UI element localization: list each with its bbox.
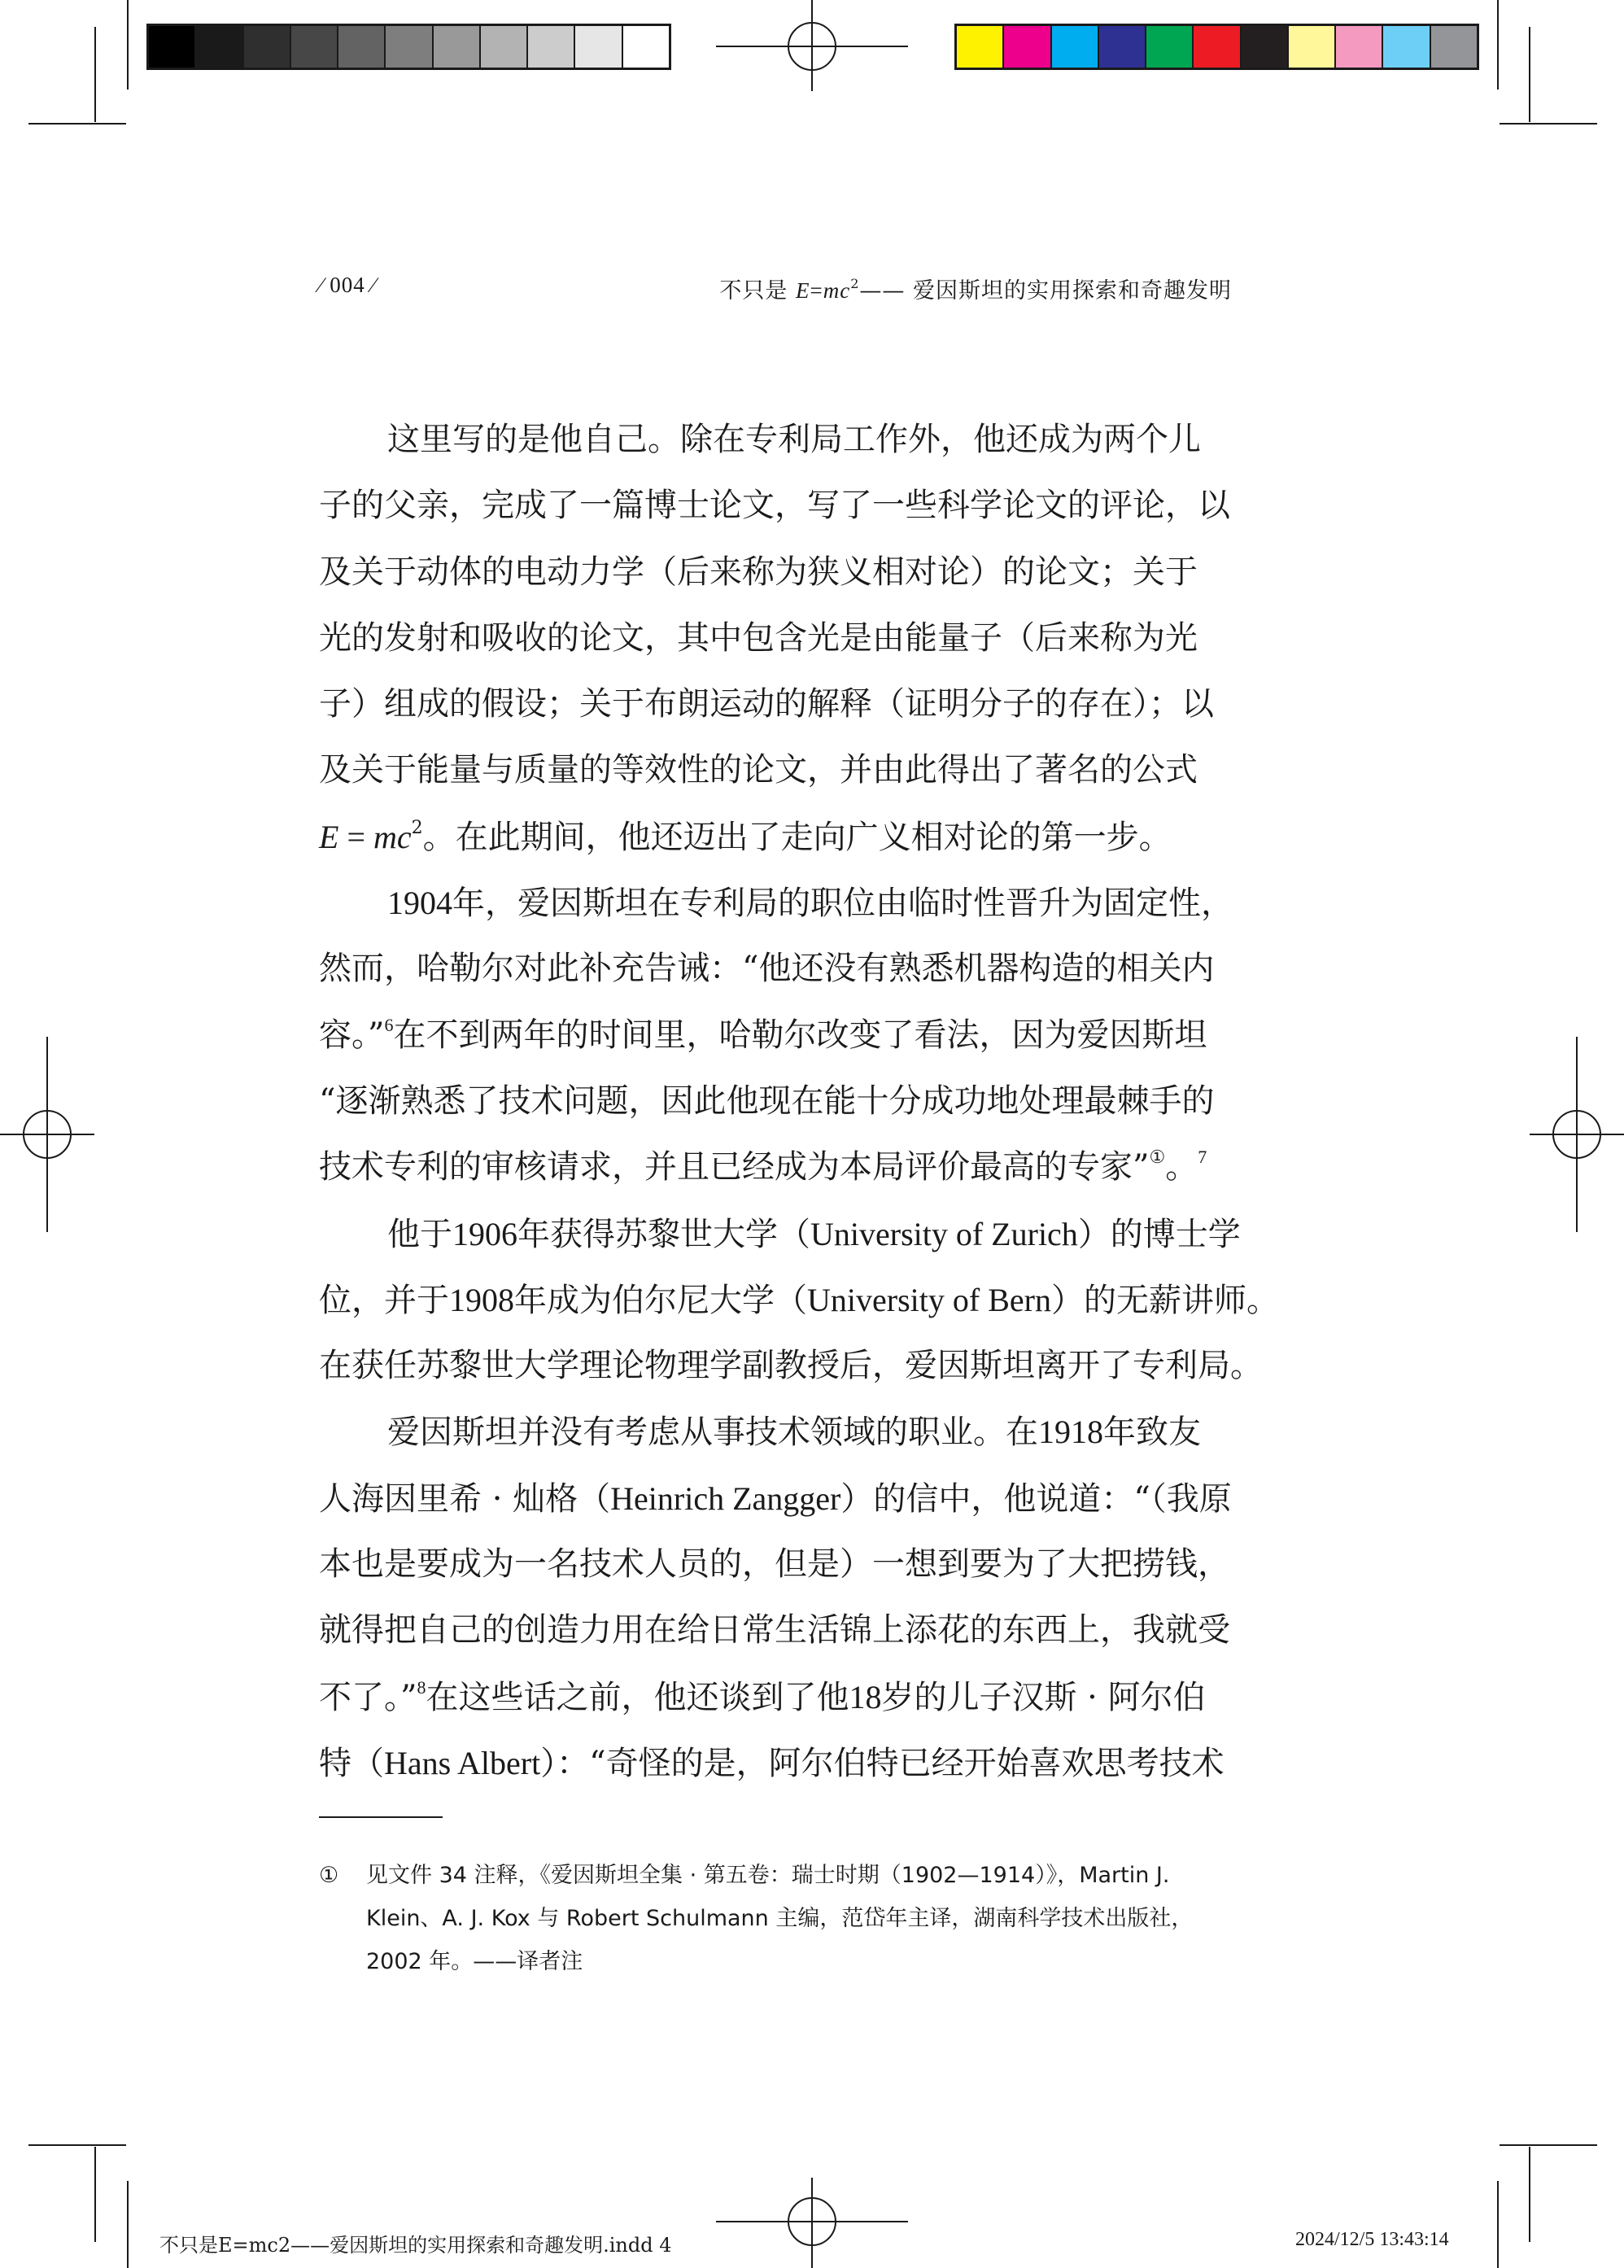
gray-swatch: [386, 26, 433, 68]
text-line: 位，并于1908年成为伯尔尼大学（University of Bern）的无薪讲师。: [319, 1281, 1279, 1319]
color-swatch: [1194, 26, 1241, 68]
slug-timestamp: 2024/12/5 13:43:14: [1295, 2229, 1449, 2250]
endnote-ref: 7: [1198, 1147, 1207, 1168]
endnote-ref: 8: [417, 1676, 426, 1698]
footnote-ref: ①: [1149, 1147, 1166, 1169]
text-line: 人海因里希 · 灿格（Heinrich Zangger）的信中，他说道：“（我原: [319, 1479, 1232, 1518]
text-line: 容。”$^6$在不到两年的时间里，哈勒尔改变了看法，因为爱因斯坦: [319, 1014, 1207, 1054]
page-number: ∕ 004 ∕: [319, 273, 377, 297]
text-line: 不了。”$^8$在这些话之前，他还谈到了他18岁的儿子汉斯 · 阿尔伯: [319, 1676, 1206, 1716]
gray-swatch: [434, 26, 481, 68]
gray-swatch: [481, 26, 528, 68]
color-swatch: [1052, 26, 1099, 68]
slug-filename: 不只是E=mc2——爱因斯坦的实用探索和奇趣发明.indd 4: [159, 2234, 672, 2257]
text-line: 1904年，爱因斯坦在专利局的职位由临时性晋升为固定性，: [387, 885, 1233, 923]
gray-swatch: [623, 26, 669, 68]
color-swatch: [1336, 26, 1383, 68]
text-line: 就得把自己的创造力用在给日常生活锦上添花的东西上，我就受: [319, 1611, 1230, 1650]
gray-swatch: [575, 26, 622, 68]
text-line: 子）组成的假设；关于布朗运动的解释（证明分子的存在）；以: [319, 685, 1214, 723]
text-line: 及关于动体的电动力学（后来称为狭义相对论）的论文；关于: [319, 553, 1198, 591]
gray-swatch: [244, 26, 291, 68]
footnote-line: 2002 年。——译者注: [366, 1949, 583, 1974]
gray-swatch: [291, 26, 338, 68]
color-swatch: [1242, 26, 1289, 68]
footnote-line: Klein、A. J. Kox 与 Robert Schulmann 主编，范岱年主译，湖南科学技术出版社，: [366, 1906, 1194, 1931]
footnote-marker: ①: [319, 1863, 339, 1888]
text-line: 他于1906年获得苏黎世大学（University of Zurich）的博士学: [387, 1215, 1241, 1253]
color-swatch: [1099, 26, 1146, 68]
text-line: 光的发射和吸收的论文，其中包含光是由能量子（后来称为光: [319, 618, 1198, 657]
paragraph-4: [319, 1399, 1232, 1796]
grayscale-calibration-bar: [146, 24, 671, 70]
gray-swatch: [528, 26, 575, 68]
gray-swatch: [338, 26, 386, 68]
text-line: $E = mc^2$。在此期间，他还迈出了走向广义相对论的第一步。: [319, 817, 1172, 856]
footnote-divider: [319, 1816, 443, 1818]
text-line: 爱因斯坦并没有考虑从事技术领域的职业。在1918年致友: [387, 1414, 1201, 1452]
gray-swatch: [196, 26, 243, 68]
text-line: 子的父亲，完成了一篇博士论文，写了一些科学论文的评论，以: [319, 487, 1230, 525]
text-line: 这里写的是他自己。除在专利局工作外，他还成为两个儿: [387, 421, 1201, 458]
text-line: 本也是要成为一名技术人员的，但是）一想到要为了大把捞钱，: [319, 1545, 1230, 1584]
color-swatch: [1289, 26, 1336, 68]
color-swatch: [1004, 26, 1051, 68]
text-line: 然而，哈勒尔对此补充告诫：“他还没有熟悉机器构造的相关内: [319, 950, 1215, 988]
color-swatch: [1146, 26, 1194, 68]
text-line: 特（Hans Albert）：“奇怪的是，阿尔伯特已经开始喜欢思考技术: [319, 1744, 1225, 1782]
color-swatch: [1383, 26, 1430, 68]
formula: $E = mc^2$: [319, 817, 423, 855]
endnote-ref: 6: [384, 1014, 394, 1035]
text-line: 在获任苏黎世大学理论物理学副教授后，爱因斯坦离开了专利局。: [319, 1347, 1263, 1385]
footnote-line: ① 见文件 34 注释，《爱因斯坦全集 · 第五卷：瑞士时期（1902—1914）》，Martin J.: [319, 1854, 1232, 1897]
book-title: 不只是 $E=mc^2——$ 爱因斯坦的实用探索和奇趣发明: [719, 276, 1232, 304]
color-calibration-bar: [954, 24, 1479, 70]
footnote: [319, 1854, 1232, 1983]
body-text: [319, 407, 1279, 1796]
text-line: “逐渐熟悉了技术问题，因此他现在能十分成功地处理最棘手的: [319, 1082, 1215, 1120]
gray-swatch: [149, 26, 196, 68]
paragraph-3: [319, 1201, 1279, 1400]
paragraph-1: [319, 407, 1232, 870]
running-header: [319, 273, 1232, 308]
text-line: 技术专利的审核请求，并且已经成为本局评价最高的专家”①。$^7$: [319, 1147, 1207, 1186]
text-line: 及关于能量与质量的等效性的论文，并由此得出了著名的公式: [319, 751, 1198, 789]
color-swatch: [1431, 26, 1477, 68]
color-swatch: [957, 26, 1004, 68]
paragraph-2: [319, 870, 1232, 1200]
